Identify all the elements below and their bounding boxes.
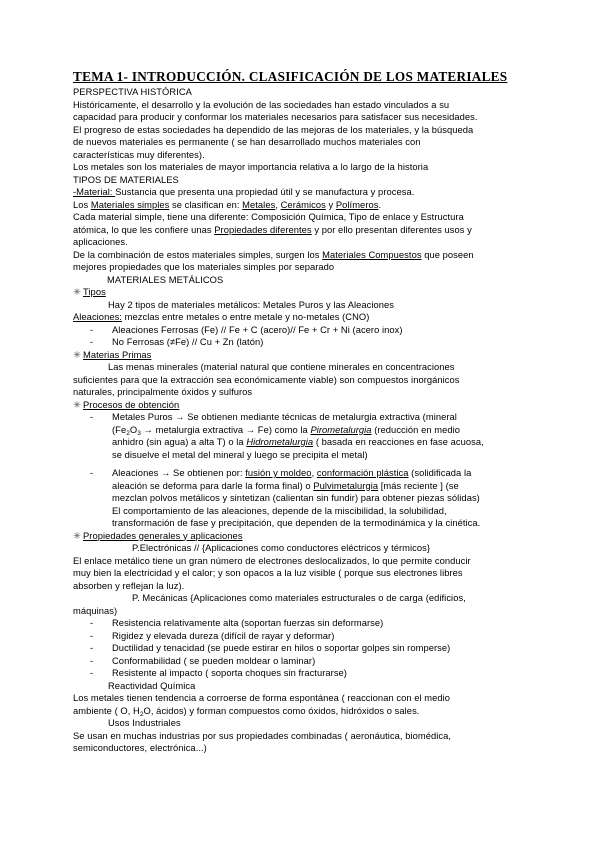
text-span: O, ácidos) y forman compuestos como óxidos, hidróxidos o sales.	[143, 705, 420, 716]
text-span: anhidro (sin agua) a alta T) o la	[112, 437, 247, 447]
subheading-reactividad: Reactividad Química	[108, 680, 196, 691]
paragraph-line: Históricamente, el desarrollo y la evolución de las sociedades han estado vinculados a su	[73, 99, 450, 110]
paragraph-line: naturales, principalmente óxidos y sulfuros	[73, 387, 253, 397]
term-ceramicos: Cerámicos	[280, 199, 326, 210]
list-item-text: Resistencia relativamente alta (soportan fuerzas sin deformarse)	[112, 618, 384, 628]
text-span: ,	[311, 468, 317, 478]
dash-bullet: -	[90, 668, 94, 678]
paragraph-line: transformación de fase y precipitación, que dependen de la termodinámica y la cinética.	[112, 518, 481, 528]
paragraph-line: Hay 2 tipos de materiales metálicos: Metales Puros y las Aleaciones	[108, 299, 395, 310]
text-span: .	[378, 199, 382, 210]
text-span: De la combinación de estos materiales simples, surgen los	[73, 249, 323, 260]
paragraph-line: muy bien la electricidad y el calor; y son opacos a la luz visible ( porque sus electrones libres	[73, 568, 463, 578]
text-span: ,	[275, 199, 281, 210]
term-conformacion-plastica: conformación plástica	[316, 468, 409, 478]
text-span: ( basada en reacciones en fase acuosa,	[313, 437, 484, 447]
list-item	[90, 630, 334, 642]
subscript: 3	[137, 429, 141, 437]
paragraph-line: Cada material simple, tiene una diferente: Composición Química, Tipo de enlace y Estructura	[73, 212, 464, 222]
list-item-text: Resistente al impacto ( soporta choques sin fracturarse)	[112, 668, 347, 678]
list-item	[90, 467, 471, 479]
paragraph-line: absorben y reflejan la luz).	[73, 580, 185, 591]
term-aleaciones: Aleaciones:	[73, 312, 122, 322]
paragraph-line: Los metales son los materiales de mayor importancia relativa a lo largo de la historia	[73, 162, 429, 172]
paragraph-line	[73, 705, 419, 717]
paragraph-line: aplicaciones.	[73, 237, 128, 247]
paragraph-line	[73, 311, 369, 323]
text-span: se clasifican en:	[169, 199, 243, 210]
term-material: -Material:	[73, 187, 116, 197]
subsection-label: Propiedades generales y aplicaciones	[83, 530, 243, 541]
text-span: y por ello presentan diferentes usos y	[311, 224, 472, 235]
text-span: y	[325, 199, 336, 210]
text-span: Los	[73, 199, 91, 210]
text-span: (reducción en medio	[371, 424, 461, 435]
list-item-text: No Ferrosas (≠Fe) // Cu + Zn (latón)	[112, 337, 264, 347]
section-heading-materiales-metalicos: MATERIALES METÁLICOS	[107, 274, 224, 285]
text-span: Sustancia que presenta una propiedad útil y se manufactura y procesa.	[115, 187, 415, 197]
paragraph-line: El comportamiento de las aleaciones, depende de la miscibilidad, la solubilidad,	[112, 505, 447, 516]
subsection-label: Procesos de obtención	[83, 399, 180, 410]
paragraph-line: suficientes para que la extracción sea económicamente viable) son compuestos inorgánicos	[73, 374, 460, 385]
section-heading-tipos-materiales: TIPOS DE MATERIALES	[73, 174, 179, 185]
paragraph-line	[112, 436, 484, 448]
text-span: Aleaciones → Se obtienen por:	[112, 468, 246, 478]
paragraph-line: características muy diferentes).	[73, 149, 205, 160]
paragraph-line: de nuevos materiales es permanente ( se han desarrollado muchos materiales con	[73, 137, 421, 147]
text-span: (Fe	[112, 424, 127, 435]
list-item	[90, 411, 457, 423]
list-item	[90, 324, 403, 336]
text-span: [más reciente ] (se	[378, 480, 459, 491]
subheading-usos-industriales: Usos Industriales	[108, 718, 181, 728]
term-materiales-simples: Materiales simples	[90, 199, 170, 210]
paragraph-line	[112, 424, 460, 436]
paragraph-line: se disuelve el metal del mineral y luego se precipita el metal)	[112, 449, 368, 460]
list-item-text: Metales Puros → Se obtienen mediante técnicas de metalurgia extractiva (mineral	[112, 412, 457, 422]
paragraph-line	[112, 480, 459, 492]
list-item-text: Aleaciones Ferrosas (Fe) // Fe + C (acero)// Fe + Cr + Ni (acero inox)	[112, 324, 403, 335]
asterisk-bullet-icon: ✳	[73, 349, 81, 360]
text-span: O	[129, 424, 138, 435]
text-span: aleación se deforma para darle la forma final) o	[112, 480, 314, 491]
list-item-text: Ductilidad y tenacidad (se puede estirar en hilos o soportar golpes sin romperse)	[112, 643, 451, 653]
dash-bullet: -	[90, 655, 94, 666]
paragraph-line: capacidad para producir y conformar los materiales necesarios para satisfacer sus necesidades.	[73, 112, 478, 122]
dash-bullet: -	[90, 337, 94, 347]
subscript: 2	[139, 710, 144, 718]
list-item-text: Conformabilidad ( se pueden moldear o laminar)	[112, 655, 316, 666]
text-span: → metalurgia extractiva → Fe) como la	[140, 424, 311, 435]
subsection-tipos	[73, 286, 106, 298]
subsection-label: Materias Primas	[83, 349, 152, 360]
paragraph-line: mejores propiedades que los materiales simples por separado	[73, 262, 335, 272]
paragraph-line: El progreso de estas sociedades ha dependido de las mejoras de los materiales, y la búsqueda	[73, 124, 474, 135]
paragraph-line: P.Electrónicas // {Aplicaciones como conductores eléctricos y térmicos}	[132, 543, 431, 553]
text-span: ambiente ( O, H	[73, 705, 140, 716]
section-heading-perspectiva: PERSPECTIVA HISTÓRICA	[73, 87, 192, 97]
term-hidrometalurgia: Hidrometalurgia	[246, 437, 314, 447]
asterisk-bullet-icon: ✳	[73, 399, 81, 410]
subscript: 2	[126, 429, 130, 437]
paragraph-line	[73, 249, 474, 261]
subsection-propiedades	[73, 530, 243, 542]
subsection-procesos	[73, 399, 179, 411]
dash-bullet: -	[90, 468, 94, 478]
paragraph-line: P. Mecánicas {Aplicaciones como materiales estructurales o de carga (edificios,	[132, 593, 466, 603]
dash-bullet: -	[90, 643, 94, 653]
term-materiales-compuestos: Materiales Compuestos	[322, 249, 422, 260]
text-span: atómica, lo que les confiere unas	[73, 224, 215, 235]
list-item-text: Rigidez y elevada dureza (difícil de rayar y deformar)	[112, 630, 335, 641]
subsection-materias-primas	[73, 349, 151, 361]
term-propiedades-diferentes: Propiedades diferentes	[214, 224, 312, 235]
term-pulvimetalurgia: Pulvimetalurgia	[313, 480, 379, 491]
paragraph-line: Los metales tienen tendencia a corroerse de forma espontánea ( reaccionan con el medio	[73, 693, 451, 703]
dash-bullet: -	[90, 412, 94, 422]
term-metales: Metales	[242, 199, 276, 210]
paragraph-line: El enlace metálico tiene un gran número de electrones deslocalizados, lo que permite conducir	[73, 555, 471, 566]
paragraph-line	[73, 186, 414, 198]
term-pirometalurgia: Pirometalurgia	[310, 424, 372, 435]
list-item	[90, 655, 315, 667]
text-span: mezclas entre metales o entre metale y no-metales (CNO)	[121, 312, 370, 322]
text-span: que poseen	[421, 249, 474, 260]
asterisk-bullet-icon: ✳	[73, 530, 81, 541]
subsection-label: Tipos	[83, 287, 106, 297]
text-span: (solidificada la	[408, 468, 472, 478]
paragraph-line	[73, 199, 381, 211]
dash-bullet: -	[90, 324, 94, 335]
list-item	[90, 642, 450, 654]
term-polimeros: Polímeros	[335, 199, 379, 210]
list-item	[90, 667, 347, 679]
document-title: TEMA 1- INTRODUCCIÓN. CLASIFICACIÓN DE LOS MATERIALES	[73, 69, 508, 84]
term-fusion-moldeo: fusión y moldeo	[245, 468, 312, 478]
list-item	[90, 617, 383, 629]
paragraph-line: semiconductores, electrónica...)	[73, 743, 207, 753]
list-item	[90, 336, 263, 348]
paragraph-line: Se usan en muchas industrias por sus propiedades combinadas ( aeronáutica, biomédica,	[73, 730, 452, 741]
paragraph-line: Las menas minerales (material natural que contiene minerales en concentraciones	[108, 362, 455, 372]
paragraph-line: máquinas)	[73, 605, 118, 616]
asterisk-bullet-icon: ✳	[73, 287, 81, 297]
paragraph-line: mezclan polvos metálicos y sintetizan (calientan sin fundir) para obtener piezas sólidas)	[112, 493, 480, 503]
dash-bullet: -	[90, 618, 94, 628]
dash-bullet: -	[90, 630, 94, 641]
paragraph-line	[73, 224, 472, 236]
